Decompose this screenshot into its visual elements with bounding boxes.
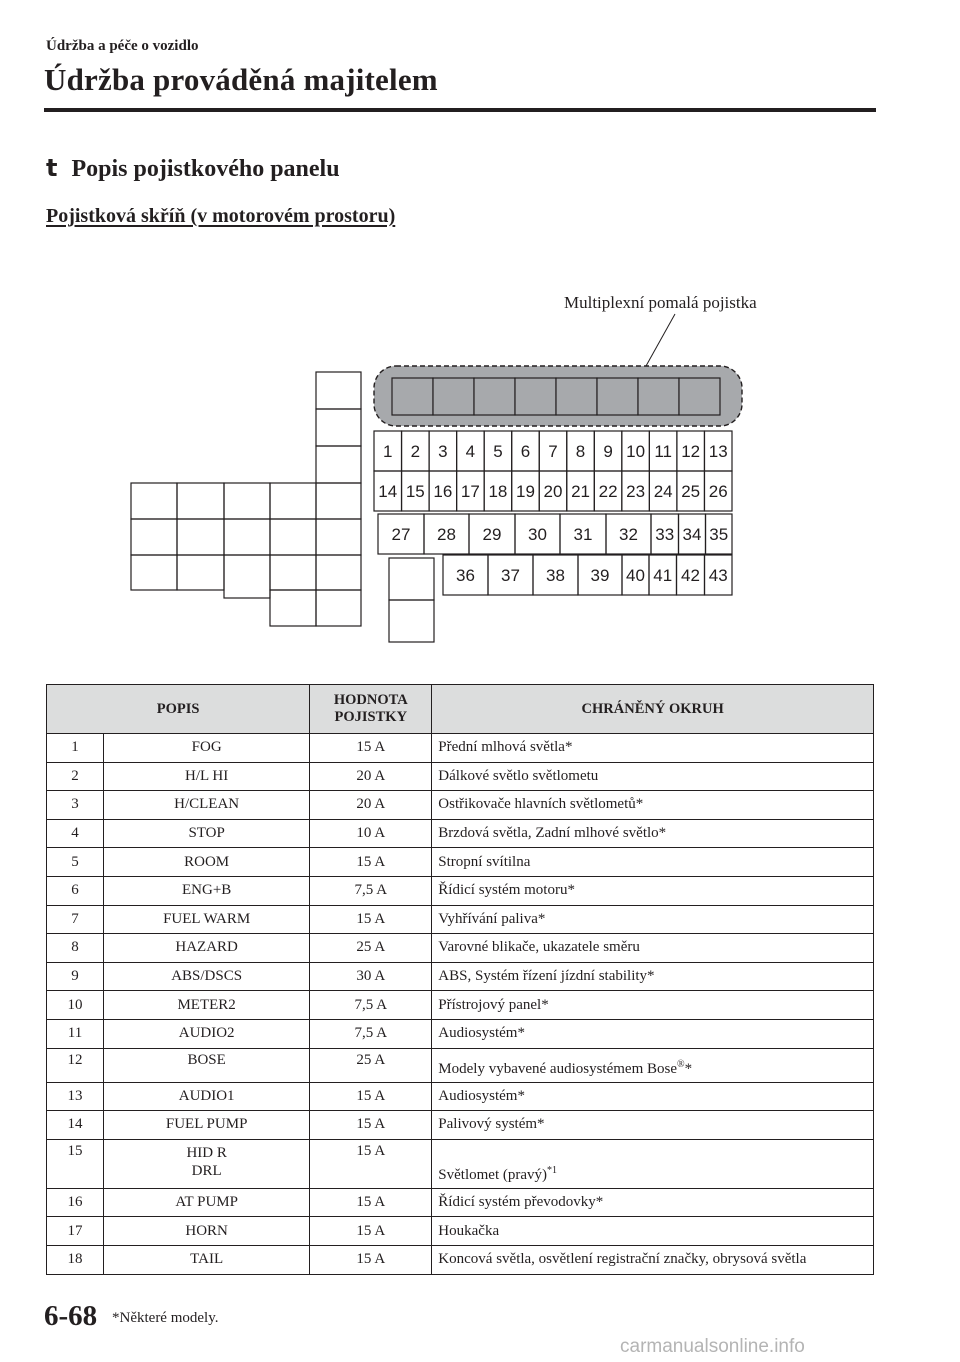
protected-circuit: Brzdová světla, Zadní mlhové světlo* — [432, 819, 874, 848]
relay-block — [316, 555, 361, 590]
fuse-rating: 7,5 A — [310, 991, 432, 1020]
fuse-description: AUDIO1 — [104, 1082, 310, 1111]
fuse-number: 4 — [47, 819, 104, 848]
protected-circuit: Palivový systém* — [432, 1111, 874, 1140]
slow-fuse-slot — [433, 378, 474, 415]
fuse-slot-number: 37 — [501, 566, 520, 585]
slow-fuse-slot — [392, 378, 433, 415]
fuse-slot-number: 36 — [456, 566, 475, 585]
fuse-description-line2: DRL — [191, 1162, 222, 1179]
protected-circuit — [432, 1048, 874, 1082]
protected-circuit: Dálkové světlo světlometu — [432, 762, 874, 791]
fuse-slot-number: 20 — [543, 482, 563, 501]
table-row — [47, 762, 874, 791]
table-row — [47, 1019, 874, 1048]
chapter-label: Údržba a péče o vozidlo — [46, 38, 199, 54]
table-row — [47, 734, 874, 763]
table-row — [47, 1048, 874, 1082]
fuse-slot-number: 24 — [653, 482, 673, 501]
protected-circuit: Přístrojový panel* — [432, 991, 874, 1020]
fuse-slot-number: 5 — [493, 442, 503, 461]
fuse-slot-number: 26 — [708, 482, 728, 501]
fuse-description: HAZARD — [104, 934, 310, 963]
table-row — [47, 1217, 874, 1246]
fuse-slot-number: 11 — [654, 442, 672, 461]
fuse-description: HORN — [104, 1217, 310, 1246]
circuit-text: Modely vybavené audiosystémem Bose — [438, 1060, 678, 1077]
fuse-number: 5 — [47, 848, 104, 877]
fuse-description: STOP — [104, 819, 310, 848]
fuse-description-line1: HID R — [186, 1144, 227, 1161]
title-rule — [44, 108, 876, 112]
fuse-rating: 15 A — [310, 1245, 432, 1274]
fuse-rating: 20 A — [310, 762, 432, 791]
relay-block — [177, 555, 224, 590]
protected-circuit — [432, 1139, 874, 1188]
fuse-slot-number: 9 — [603, 442, 613, 461]
slow-fuse-row — [392, 378, 720, 415]
subsection-title: Pojistková skříň (v motorovém prostoru) — [46, 205, 396, 227]
protected-circuit: Koncová světla, osvětlení registrační značky, obrysová světla — [432, 1245, 874, 1274]
table-row — [47, 962, 874, 991]
fuse-slot-number: 4 — [465, 442, 476, 461]
protected-circuit: Přední mlhová světla* — [432, 734, 874, 763]
fuse-number: 2 — [47, 762, 104, 791]
protected-circuit: ABS, Systém řízení jízdní stability* — [432, 962, 874, 991]
table-row — [47, 991, 874, 1020]
fuse-slot-number: 42 — [681, 566, 700, 585]
section-title: Popis pojistkového panelu — [71, 156, 340, 182]
table-header-row — [47, 685, 874, 734]
protected-circuit: Vyhřívání paliva* — [432, 905, 874, 934]
fuse-number: 16 — [47, 1188, 104, 1217]
fuse-description: TAIL — [104, 1245, 310, 1274]
fuse-description: FOG — [104, 734, 310, 763]
fuse-description: H/L HI — [104, 762, 310, 791]
relay-block — [270, 555, 316, 590]
relay-block — [389, 600, 434, 642]
fuse-rating: 7,5 A — [310, 1019, 432, 1048]
slow-fuse-slot — [597, 378, 638, 415]
circuit-superscript: ® — [677, 1058, 685, 1070]
protected-circuit: Řídicí systém motoru* — [432, 876, 874, 905]
relay-block — [389, 558, 434, 600]
fuse-rating: 30 A — [310, 962, 432, 991]
relay-block — [131, 483, 177, 519]
relay-block — [270, 590, 316, 626]
fuse-number: 13 — [47, 1082, 104, 1111]
fuse-slot-number: 32 — [619, 525, 638, 544]
fuse-slot-number: 6 — [520, 442, 531, 461]
fuse-slot-number: 10 — [626, 442, 646, 461]
fuse-slot-number: 23 — [626, 482, 646, 501]
table-row — [47, 905, 874, 934]
fuse-slot-number: 15 — [405, 482, 425, 501]
table-row — [47, 1139, 874, 1188]
fuse-slot-number: 13 — [708, 442, 728, 461]
relay-block — [224, 555, 270, 598]
fuse-slot-number: 12 — [681, 442, 701, 461]
fuse-slot-number: 22 — [598, 482, 618, 501]
fuse-slot-number: 40 — [626, 566, 645, 585]
protected-circuit: Varovné blikače, ukazatele směru — [432, 934, 874, 963]
fuse-description: FUEL PUMP — [104, 1111, 310, 1140]
fuse-slot-number: 18 — [488, 482, 508, 501]
fuse-description: ENG+B — [104, 876, 310, 905]
fuse-rating: 20 A — [310, 791, 432, 820]
circuit-text: Světlomet (pravý) — [438, 1166, 548, 1183]
relay-block — [316, 446, 361, 483]
fuse-slot-number: 7 — [548, 442, 558, 461]
fuse-description: AUDIO2 — [104, 1019, 310, 1048]
fuse-rating: 15 A — [310, 905, 432, 934]
fuse-cells — [374, 431, 732, 595]
relay-block — [177, 483, 224, 519]
fuse-slot-number: 38 — [546, 566, 565, 585]
fuse-slot-number: 30 — [528, 525, 547, 544]
fuse-description: ROOM — [104, 848, 310, 877]
table-row — [47, 848, 874, 877]
protected-circuit: Houkačka — [432, 1217, 874, 1246]
fuse-number: 7 — [47, 905, 104, 934]
fuse-slot-number: 28 — [437, 525, 456, 544]
fuse-rating: 15 A — [310, 1082, 432, 1111]
relay-block — [316, 483, 361, 519]
fuse-slot-number: 27 — [391, 525, 411, 544]
fuse-slot-number: 25 — [681, 482, 701, 501]
fuse-number: 12 — [47, 1048, 104, 1082]
table-row — [47, 1188, 874, 1217]
fuse-number: 11 — [47, 1019, 104, 1048]
table-row — [47, 1245, 874, 1274]
relay-block — [316, 372, 361, 409]
fuse-slot-number: 14 — [378, 482, 398, 501]
fuse-number: 1 — [47, 734, 104, 763]
relay-block — [270, 519, 316, 555]
fuse-slot-number: 19 — [516, 482, 535, 501]
fuse-rating: 10 A — [310, 819, 432, 848]
page-title: Údržba prováděná majitelem — [44, 62, 438, 97]
protected-circuit: Audiosystém* — [432, 1019, 874, 1048]
circuit-tail: * — [684, 1060, 693, 1077]
footnote: *Některé modely. — [112, 1310, 219, 1326]
fuse-description: ABS/DSCS — [104, 962, 310, 991]
table-row — [47, 791, 874, 820]
fuse-rating: 15 A — [310, 734, 432, 763]
fuse-rating: 15 A — [310, 1217, 432, 1246]
relay-block — [224, 519, 270, 555]
fuse-slot-number: 16 — [433, 482, 453, 501]
fuse-number: 18 — [47, 1245, 104, 1274]
fuse-description: AT PUMP — [104, 1188, 310, 1217]
fuse-rating: 15 A — [310, 1139, 432, 1188]
fuse-description — [104, 1139, 310, 1188]
watermark: carmanualsonline.info — [620, 1336, 805, 1357]
relay-block — [316, 590, 361, 626]
fuse-slot-number: 17 — [460, 482, 480, 501]
fuse-rating: 15 A — [310, 1111, 432, 1140]
fuse-description: METER2 — [104, 991, 310, 1020]
fuse-number: 3 — [47, 791, 104, 820]
fuse-slot-number: 33 — [655, 525, 675, 544]
relay-block — [224, 483, 270, 519]
relay-block — [270, 483, 316, 519]
fuse-slot-number: 2 — [410, 442, 421, 461]
slow-fuse-slot — [638, 378, 679, 415]
fuse-number: 8 — [47, 934, 104, 963]
table-row — [47, 1082, 874, 1111]
fuse-slot-number: 29 — [482, 525, 502, 544]
fuse-rating: 25 A — [310, 934, 432, 963]
header-circuit: CHRÁNĚNÝ OKRUH — [432, 685, 874, 734]
table-row — [47, 1111, 874, 1140]
fuse-number: 15 — [47, 1139, 104, 1188]
fuse-slot-number: 31 — [573, 525, 593, 544]
header-rating — [310, 685, 432, 734]
relay-block — [131, 555, 177, 590]
fuse-slot-number: 8 — [575, 442, 586, 461]
callout-leader-line — [646, 314, 675, 366]
relay-block — [316, 519, 361, 555]
relay-block — [131, 519, 177, 555]
header-description: POPIS — [47, 685, 310, 734]
protected-circuit: Audiosystém* — [432, 1082, 874, 1111]
section-heading — [46, 154, 340, 183]
circuit-superscript: *1 — [547, 1164, 558, 1176]
slow-fuse-slot — [556, 378, 597, 415]
protected-circuit: Ostřikovače hlavních světlometů* — [432, 791, 874, 820]
fuse-number: 17 — [47, 1217, 104, 1246]
fuse-table — [46, 684, 874, 1275]
slow-fuse-callout: Multiplexní pomalá pojistka — [564, 293, 757, 312]
slow-fuse-slot — [679, 378, 720, 415]
table-row — [47, 876, 874, 905]
relay-block — [177, 519, 224, 555]
fuse-slot-number: 39 — [590, 566, 610, 585]
fuse-number: 6 — [47, 876, 104, 905]
fuse-slot-number: 43 — [708, 566, 728, 585]
slow-fuse-slot — [515, 378, 556, 415]
fuse-slot-number: 34 — [682, 525, 702, 544]
table-row — [47, 934, 874, 963]
fuse-description: BOSE — [104, 1048, 310, 1082]
protected-circuit: Řídicí systém převodovky* — [432, 1188, 874, 1217]
fuse-number: 9 — [47, 962, 104, 991]
fuse-box-diagram — [0, 280, 960, 660]
fuse-slot-number: 21 — [571, 482, 590, 501]
fuse-number: 10 — [47, 991, 104, 1020]
fuse-number: 14 — [47, 1111, 104, 1140]
slow-fuse-slot — [474, 378, 515, 415]
fuse-rating: 15 A — [310, 1188, 432, 1217]
fuse-slot-number: 1 — [383, 442, 393, 461]
header-rating-line2: POJISTKY — [334, 709, 408, 725]
fuse-rating: 15 A — [310, 848, 432, 877]
fuse-description: FUEL WARM — [104, 905, 310, 934]
section-bullet-icon: t — [46, 154, 58, 182]
header-rating-line1: HODNOTA — [333, 692, 408, 708]
relay-block — [316, 409, 361, 446]
fuse-slot-number: 3 — [438, 442, 448, 461]
page-number: 6-68 — [44, 1300, 98, 1332]
fuse-description: H/CLEAN — [104, 791, 310, 820]
fuse-slot-number: 35 — [709, 525, 729, 544]
fuse-rating: 25 A — [310, 1048, 432, 1082]
table-row — [47, 819, 874, 848]
fuse-rating: 7,5 A — [310, 876, 432, 905]
fuse-slot-number: 41 — [653, 566, 673, 585]
protected-circuit: Stropní svítilna — [432, 848, 874, 877]
